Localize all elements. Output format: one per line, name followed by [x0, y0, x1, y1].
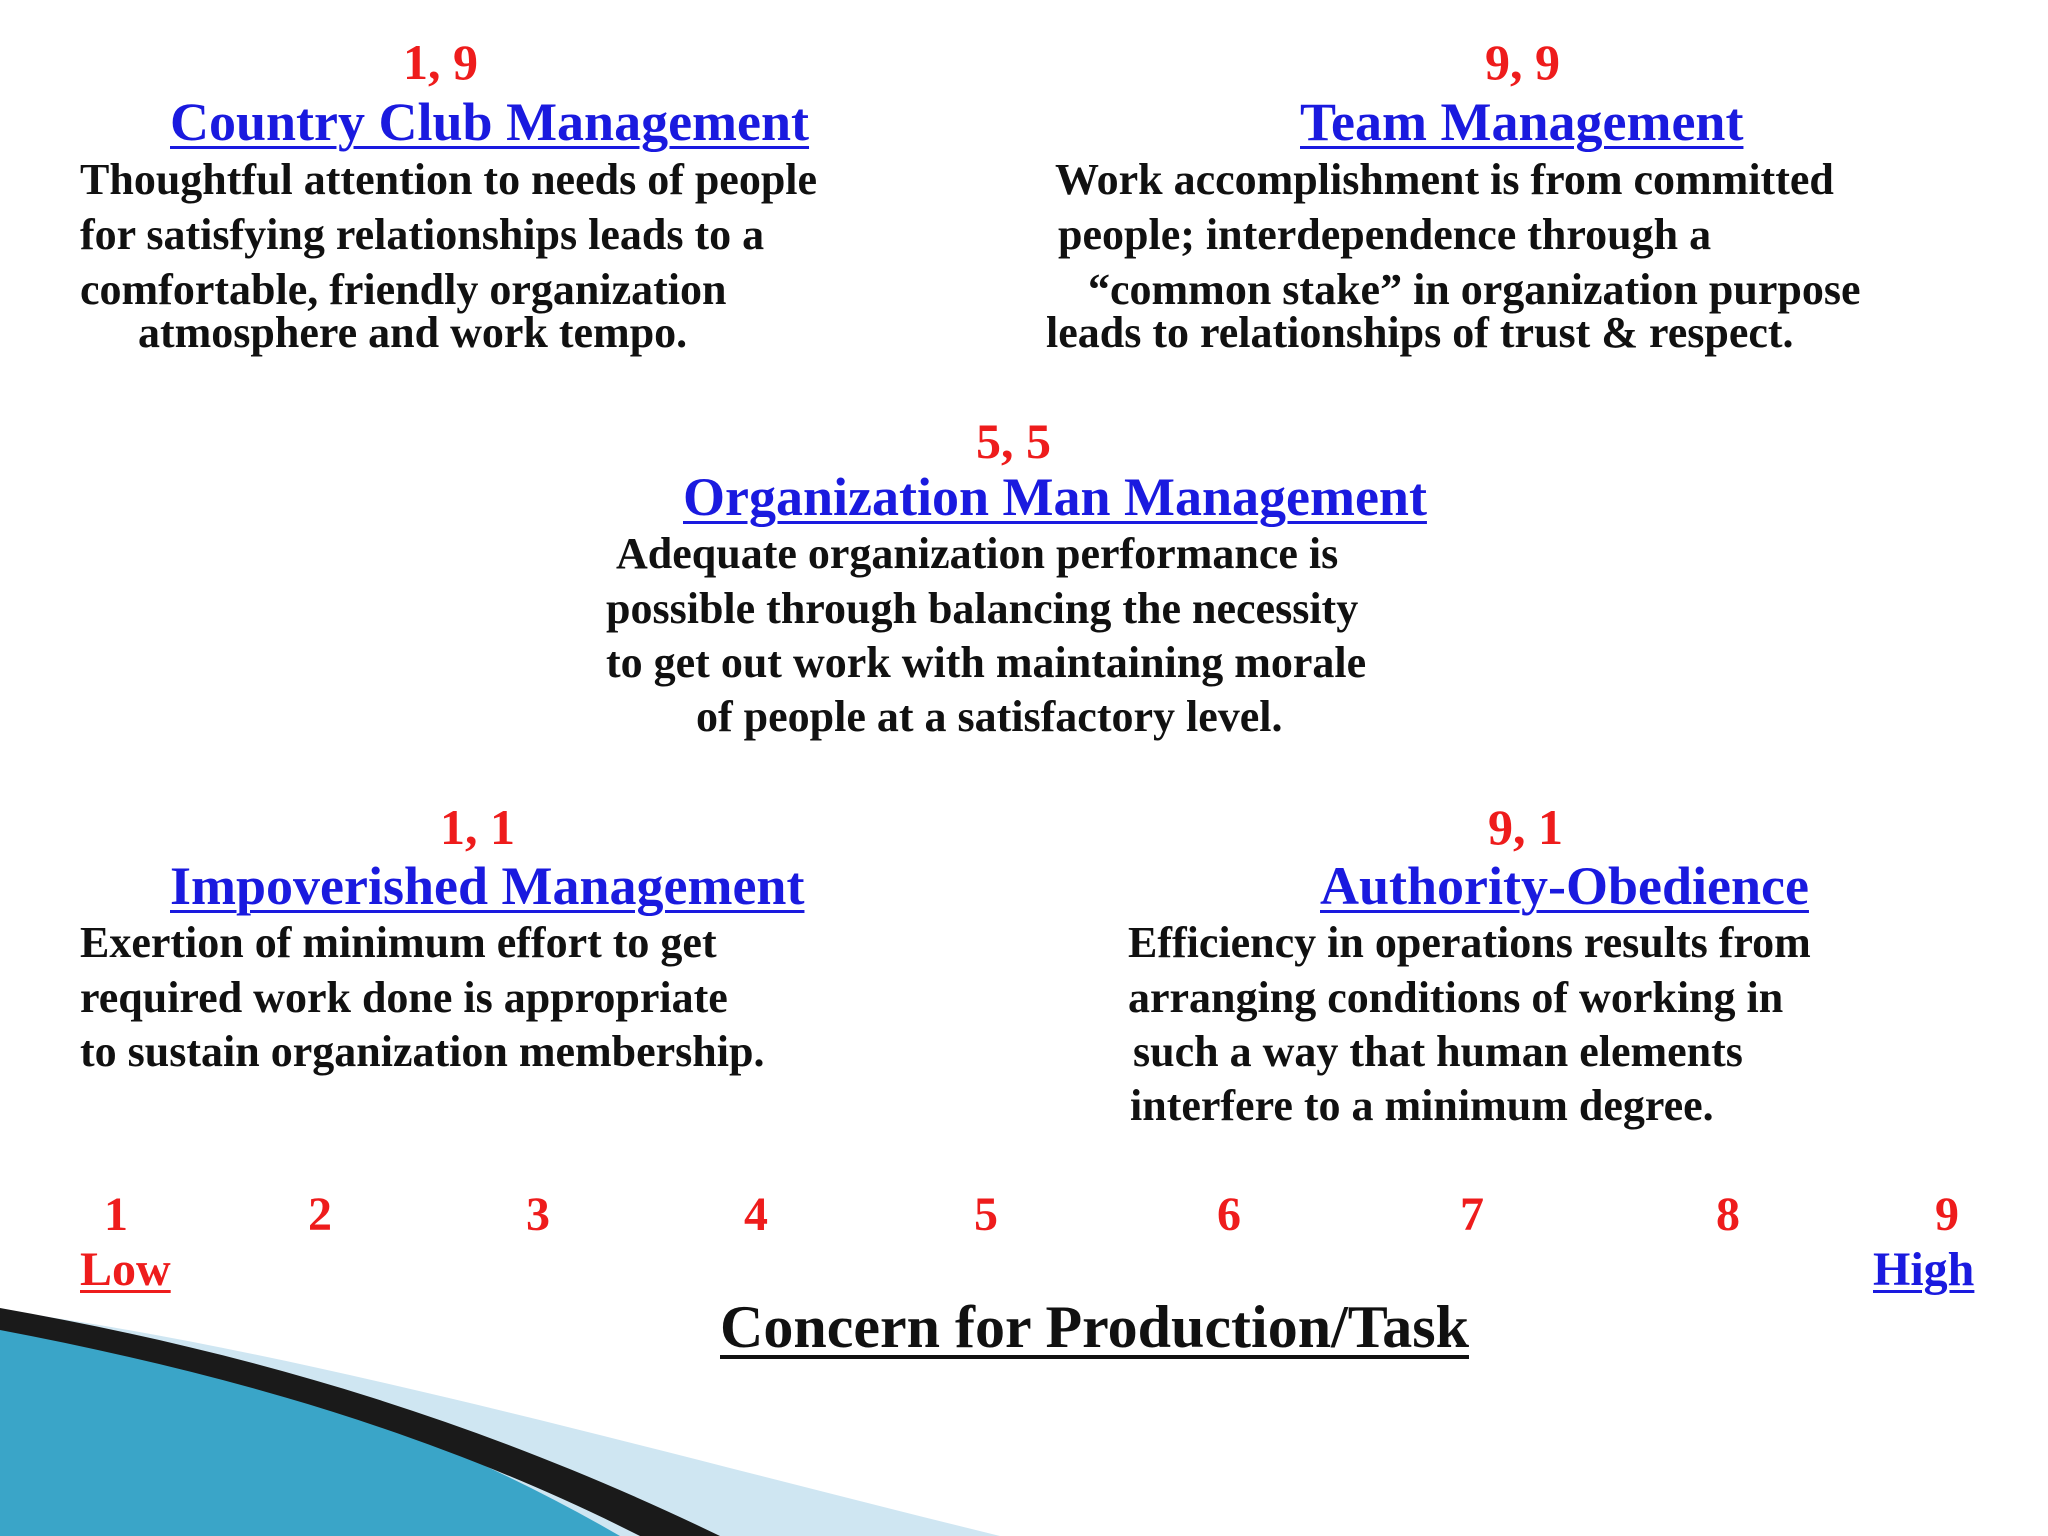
organization-man-title[interactable]: Organization Man Management — [683, 467, 1427, 527]
country-club-line-3: comfortable, friendly organization — [80, 265, 727, 314]
country-club-coordinates: 1, 9 — [403, 34, 478, 90]
scale-number-7: 7 — [1460, 1188, 1484, 1241]
authority-obedience-coordinates: 9, 1 — [1488, 799, 1563, 855]
impoverished-coordinates: 1, 1 — [440, 799, 515, 855]
scale-number-3: 3 — [526, 1188, 550, 1241]
authority-obedience-line-3: such a way that human elements — [1133, 1027, 1743, 1076]
team-line-2: people; interdependence through a — [1058, 210, 1712, 259]
team-line-4: leads to relationships of trust & respect. — [1046, 308, 1794, 357]
country-club-line-2: for satisfying relationships leads to a — [80, 210, 765, 259]
impoverished-title[interactable]: Impoverished Management — [170, 856, 805, 916]
authority-obedience-line-4: interfere to a minimum degree. — [1130, 1081, 1714, 1130]
team-line-1: Work accomplishment is from committed — [1055, 155, 1834, 204]
authority-obedience-title[interactable]: Authority-Obedience — [1320, 856, 1809, 916]
organization-man-line-4: of people at a satisfactory level. — [696, 692, 1283, 741]
scale-number-9: 9 — [1935, 1188, 1959, 1241]
production-axis-title: Concern for Production/Task — [720, 1294, 1469, 1360]
team-title[interactable]: Team Management — [1300, 92, 1744, 152]
authority-obedience-line-1: Efficiency in operations results from — [1128, 918, 1811, 967]
country-club-line-1: Thoughtful attention to needs of people — [80, 155, 818, 204]
organization-man-line-3: to get out work with maintaining morale — [606, 638, 1367, 687]
organization-man-coordinates: 5, 5 — [976, 413, 1051, 469]
country-club-title[interactable]: Country Club Management — [170, 92, 810, 152]
scale-number-2: 2 — [308, 1188, 332, 1241]
scale-number-5: 5 — [974, 1188, 998, 1241]
scale-number-4: 4 — [744, 1188, 768, 1241]
organization-man-line-1: Adequate organization performance is — [616, 529, 1339, 578]
scale-number-6: 6 — [1217, 1188, 1241, 1241]
team-line-3: “common stake” in organization purpose — [1088, 265, 1861, 314]
impoverished-line-1: Exertion of minimum effort to get — [80, 918, 717, 967]
country-club-line-4: atmosphere and work tempo. — [138, 308, 688, 357]
impoverished-line-2: required work done is appropriate — [80, 973, 728, 1022]
scale-number-1: 1 — [104, 1188, 128, 1241]
scale-number-8: 8 — [1716, 1188, 1740, 1241]
team-coordinates: 9, 9 — [1485, 34, 1560, 90]
scale-high-label[interactable]: High — [1873, 1243, 1975, 1296]
organization-man-line-2: possible through balancing the necessity — [606, 584, 1359, 633]
authority-obedience-line-2: arranging conditions of working in — [1128, 973, 1784, 1022]
impoverished-line-3: to sustain organization membership. — [80, 1027, 765, 1076]
scale-low-label[interactable]: Low — [80, 1243, 171, 1296]
